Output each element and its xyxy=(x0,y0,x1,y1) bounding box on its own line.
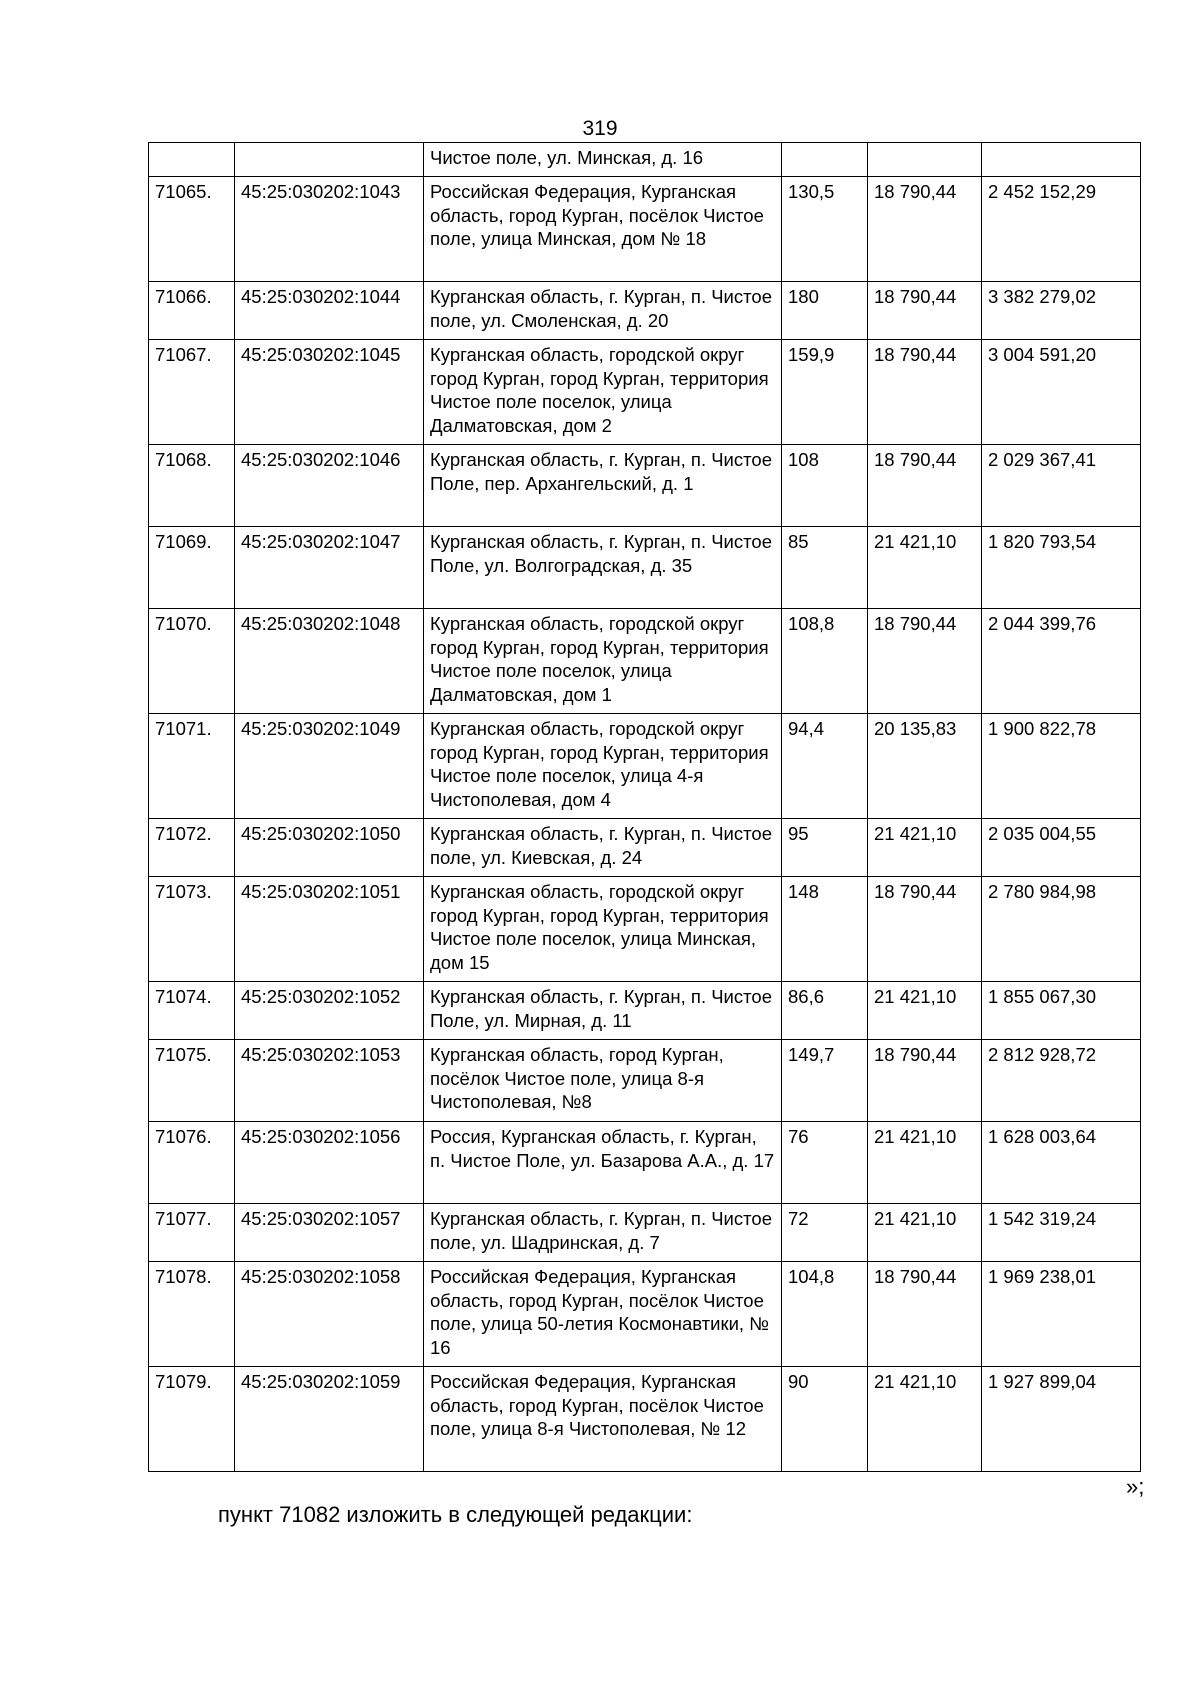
row-number: 71072. xyxy=(149,819,235,877)
address: Россия, Курганская область, г. Курган, п. Чистое Поле, ул. Базарова А.А., д. 17 xyxy=(424,1122,782,1204)
area: 148 xyxy=(782,877,868,982)
row-number: 71065. xyxy=(149,177,235,282)
cadastral-value: 2 812 928,72 xyxy=(982,1040,1141,1122)
rate: 18 790,44 xyxy=(868,1040,982,1122)
table-row xyxy=(149,609,1141,714)
cadastral-number: 45:25:030202:1048 xyxy=(235,609,424,714)
row-number: 71077. xyxy=(149,1204,235,1262)
cadastral-number: 45:25:030202:1047 xyxy=(235,527,424,609)
table-row xyxy=(149,1204,1141,1262)
cadastral-number: 45:25:030202:1052 xyxy=(235,982,424,1040)
row-number: 71070. xyxy=(149,609,235,714)
table-row xyxy=(149,1122,1141,1204)
row-number: 71075. xyxy=(149,1040,235,1122)
address: Курганская область, г. Курган, п. Чистое поле, ул. Шадринская, д. 7 xyxy=(424,1204,782,1262)
table-row xyxy=(149,445,1141,527)
rate: 18 790,44 xyxy=(868,177,982,282)
address: Курганская область, г. Курган, п. Чистое Поле, пер. Архангельский, д. 1 xyxy=(424,445,782,527)
cadastral-value: 2 035 004,55 xyxy=(982,819,1141,877)
table-row xyxy=(149,714,1141,819)
row-number: 71071. xyxy=(149,714,235,819)
cadastral-number: 45:25:030202:1044 xyxy=(235,282,424,340)
area: 108,8 xyxy=(782,609,868,714)
cadastral-number xyxy=(235,143,424,177)
cadastral-number: 45:25:030202:1053 xyxy=(235,1040,424,1122)
rate: 21 421,10 xyxy=(868,819,982,877)
cadastral-value xyxy=(982,143,1141,177)
area: 94,4 xyxy=(782,714,868,819)
area: 149,7 xyxy=(782,1040,868,1122)
area: 86,6 xyxy=(782,982,868,1040)
rate: 20 135,83 xyxy=(868,714,982,819)
address: Курганская область, городской округ город Курган, город Курган, территория Чистое поле поселок, улица Минская, дом 15 xyxy=(424,877,782,982)
address: Российская Федерация, Курганская область, город Курган, посёлок Чистое поле, улица 8-я Чистополевая, № 12 xyxy=(424,1367,782,1472)
address: Курганская область, городской округ город Курган, город Курган, территория Чистое поле поселок, улица Далматовская, дом 1 xyxy=(424,609,782,714)
cadastral-value: 1 900 822,78 xyxy=(982,714,1141,819)
cadastral-value: 1 542 319,24 xyxy=(982,1204,1141,1262)
area: 72 xyxy=(782,1204,868,1262)
rate xyxy=(868,143,982,177)
address: Курганская область, город Курган, посёлок Чистое поле, улица 8-я Чистополевая, №8 xyxy=(424,1040,782,1122)
area: 104,8 xyxy=(782,1262,868,1367)
cadastral-value: 1 927 899,04 xyxy=(982,1367,1141,1472)
area: 95 xyxy=(782,819,868,877)
cadastral-value: 1 855 067,30 xyxy=(982,982,1141,1040)
row-number: 71067. xyxy=(149,340,235,445)
rate: 21 421,10 xyxy=(868,982,982,1040)
rate: 18 790,44 xyxy=(868,1262,982,1367)
address: Российская Федерация, Курганская область, город Курган, посёлок Чистое поле, улица 50-летия Космонавтики, № 16 xyxy=(424,1262,782,1367)
cadastral-number: 45:25:030202:1059 xyxy=(235,1367,424,1472)
cadastral-number: 45:25:030202:1056 xyxy=(235,1122,424,1204)
area xyxy=(782,143,868,177)
cadastral-value: 1 820 793,54 xyxy=(982,527,1141,609)
cadastral-number: 45:25:030202:1049 xyxy=(235,714,424,819)
row-number: 71066. xyxy=(149,282,235,340)
table-row xyxy=(149,282,1141,340)
closing-quote-mark: »; xyxy=(1126,1474,1145,1499)
address: Чистое поле, ул. Минская, д. 16 xyxy=(424,143,782,177)
cadastral-value-table xyxy=(148,142,1141,1472)
row-number: 71069. xyxy=(149,527,235,609)
cadastral-value: 2 780 984,98 xyxy=(982,877,1141,982)
page-number: 319 xyxy=(582,117,618,140)
row-number: 71073. xyxy=(149,877,235,982)
area: 76 xyxy=(782,1122,868,1204)
row-number: 71079. xyxy=(149,1367,235,1472)
cadastral-value: 1 628 003,64 xyxy=(982,1122,1141,1204)
rate: 21 421,10 xyxy=(868,1122,982,1204)
cadastral-value: 2 029 367,41 xyxy=(982,445,1141,527)
rate: 18 790,44 xyxy=(868,282,982,340)
rate: 18 790,44 xyxy=(868,445,982,527)
cadastral-number: 45:25:030202:1050 xyxy=(235,819,424,877)
area: 130,5 xyxy=(782,177,868,282)
address: Курганская область, г. Курган, п. Чистое Поле, ул. Волгоградская, д. 35 xyxy=(424,527,782,609)
cadastral-number: 45:25:030202:1057 xyxy=(235,1204,424,1262)
rate: 18 790,44 xyxy=(868,609,982,714)
row-number: 71068. xyxy=(149,445,235,527)
table-row xyxy=(149,1367,1141,1472)
address: Курганская область, г. Курган, п. Чистое Поле, ул. Мирная, д. 11 xyxy=(424,982,782,1040)
row-number xyxy=(149,143,235,177)
cadastral-number: 45:25:030202:1046 xyxy=(235,445,424,527)
cadastral-value: 2 044 399,76 xyxy=(982,609,1141,714)
address: Курганская область, городской округ город Курган, город Курган, территория Чистое поле поселок, улица 4-я Чистополевая, дом 4 xyxy=(424,714,782,819)
rate: 21 421,10 xyxy=(868,527,982,609)
table-row xyxy=(149,1040,1141,1122)
table-row xyxy=(149,819,1141,877)
table-row xyxy=(149,527,1141,609)
area: 85 xyxy=(782,527,868,609)
address: Российская Федерация, Курганская область, город Курган, посёлок Чистое поле, улица Минская, дом № 18 xyxy=(424,177,782,282)
cadastral-value: 3 382 279,02 xyxy=(982,282,1141,340)
area: 180 xyxy=(782,282,868,340)
amendment-paragraph: пункт 71082 изложить в следующей редакции: xyxy=(218,1502,693,1527)
rate: 18 790,44 xyxy=(868,340,982,445)
table-row xyxy=(149,340,1141,445)
rate: 21 421,10 xyxy=(868,1367,982,1472)
row-number: 71076. xyxy=(149,1122,235,1204)
rate: 21 421,10 xyxy=(868,1204,982,1262)
area: 159,9 xyxy=(782,340,868,445)
table-row xyxy=(149,1262,1141,1367)
table-row xyxy=(149,982,1141,1040)
address: Курганская область, г. Курган, п. Чистое поле, ул. Смоленская, д. 20 xyxy=(424,282,782,340)
cadastral-number: 45:25:030202:1051 xyxy=(235,877,424,982)
area: 90 xyxy=(782,1367,868,1472)
table-row xyxy=(149,177,1141,282)
cadastral-number: 45:25:030202:1045 xyxy=(235,340,424,445)
table-body xyxy=(149,143,1141,1472)
cadastral-number: 45:25:030202:1058 xyxy=(235,1262,424,1367)
table-row xyxy=(149,877,1141,982)
cadastral-value: 2 452 152,29 xyxy=(982,177,1141,282)
cadastral-number: 45:25:030202:1043 xyxy=(235,177,424,282)
rate: 18 790,44 xyxy=(868,877,982,982)
row-number: 71074. xyxy=(149,982,235,1040)
cadastral-value: 3 004 591,20 xyxy=(982,340,1141,445)
row-number: 71078. xyxy=(149,1262,235,1367)
area: 108 xyxy=(782,445,868,527)
address: Курганская область, г. Курган, п. Чистое поле, ул. Киевская, д. 24 xyxy=(424,819,782,877)
address: Курганская область, городской округ город Курган, город Курган, территория Чистое поле поселок, улица Далматовская, дом 2 xyxy=(424,340,782,445)
cadastral-value: 1 969 238,01 xyxy=(982,1262,1141,1367)
table-row xyxy=(149,143,1141,177)
